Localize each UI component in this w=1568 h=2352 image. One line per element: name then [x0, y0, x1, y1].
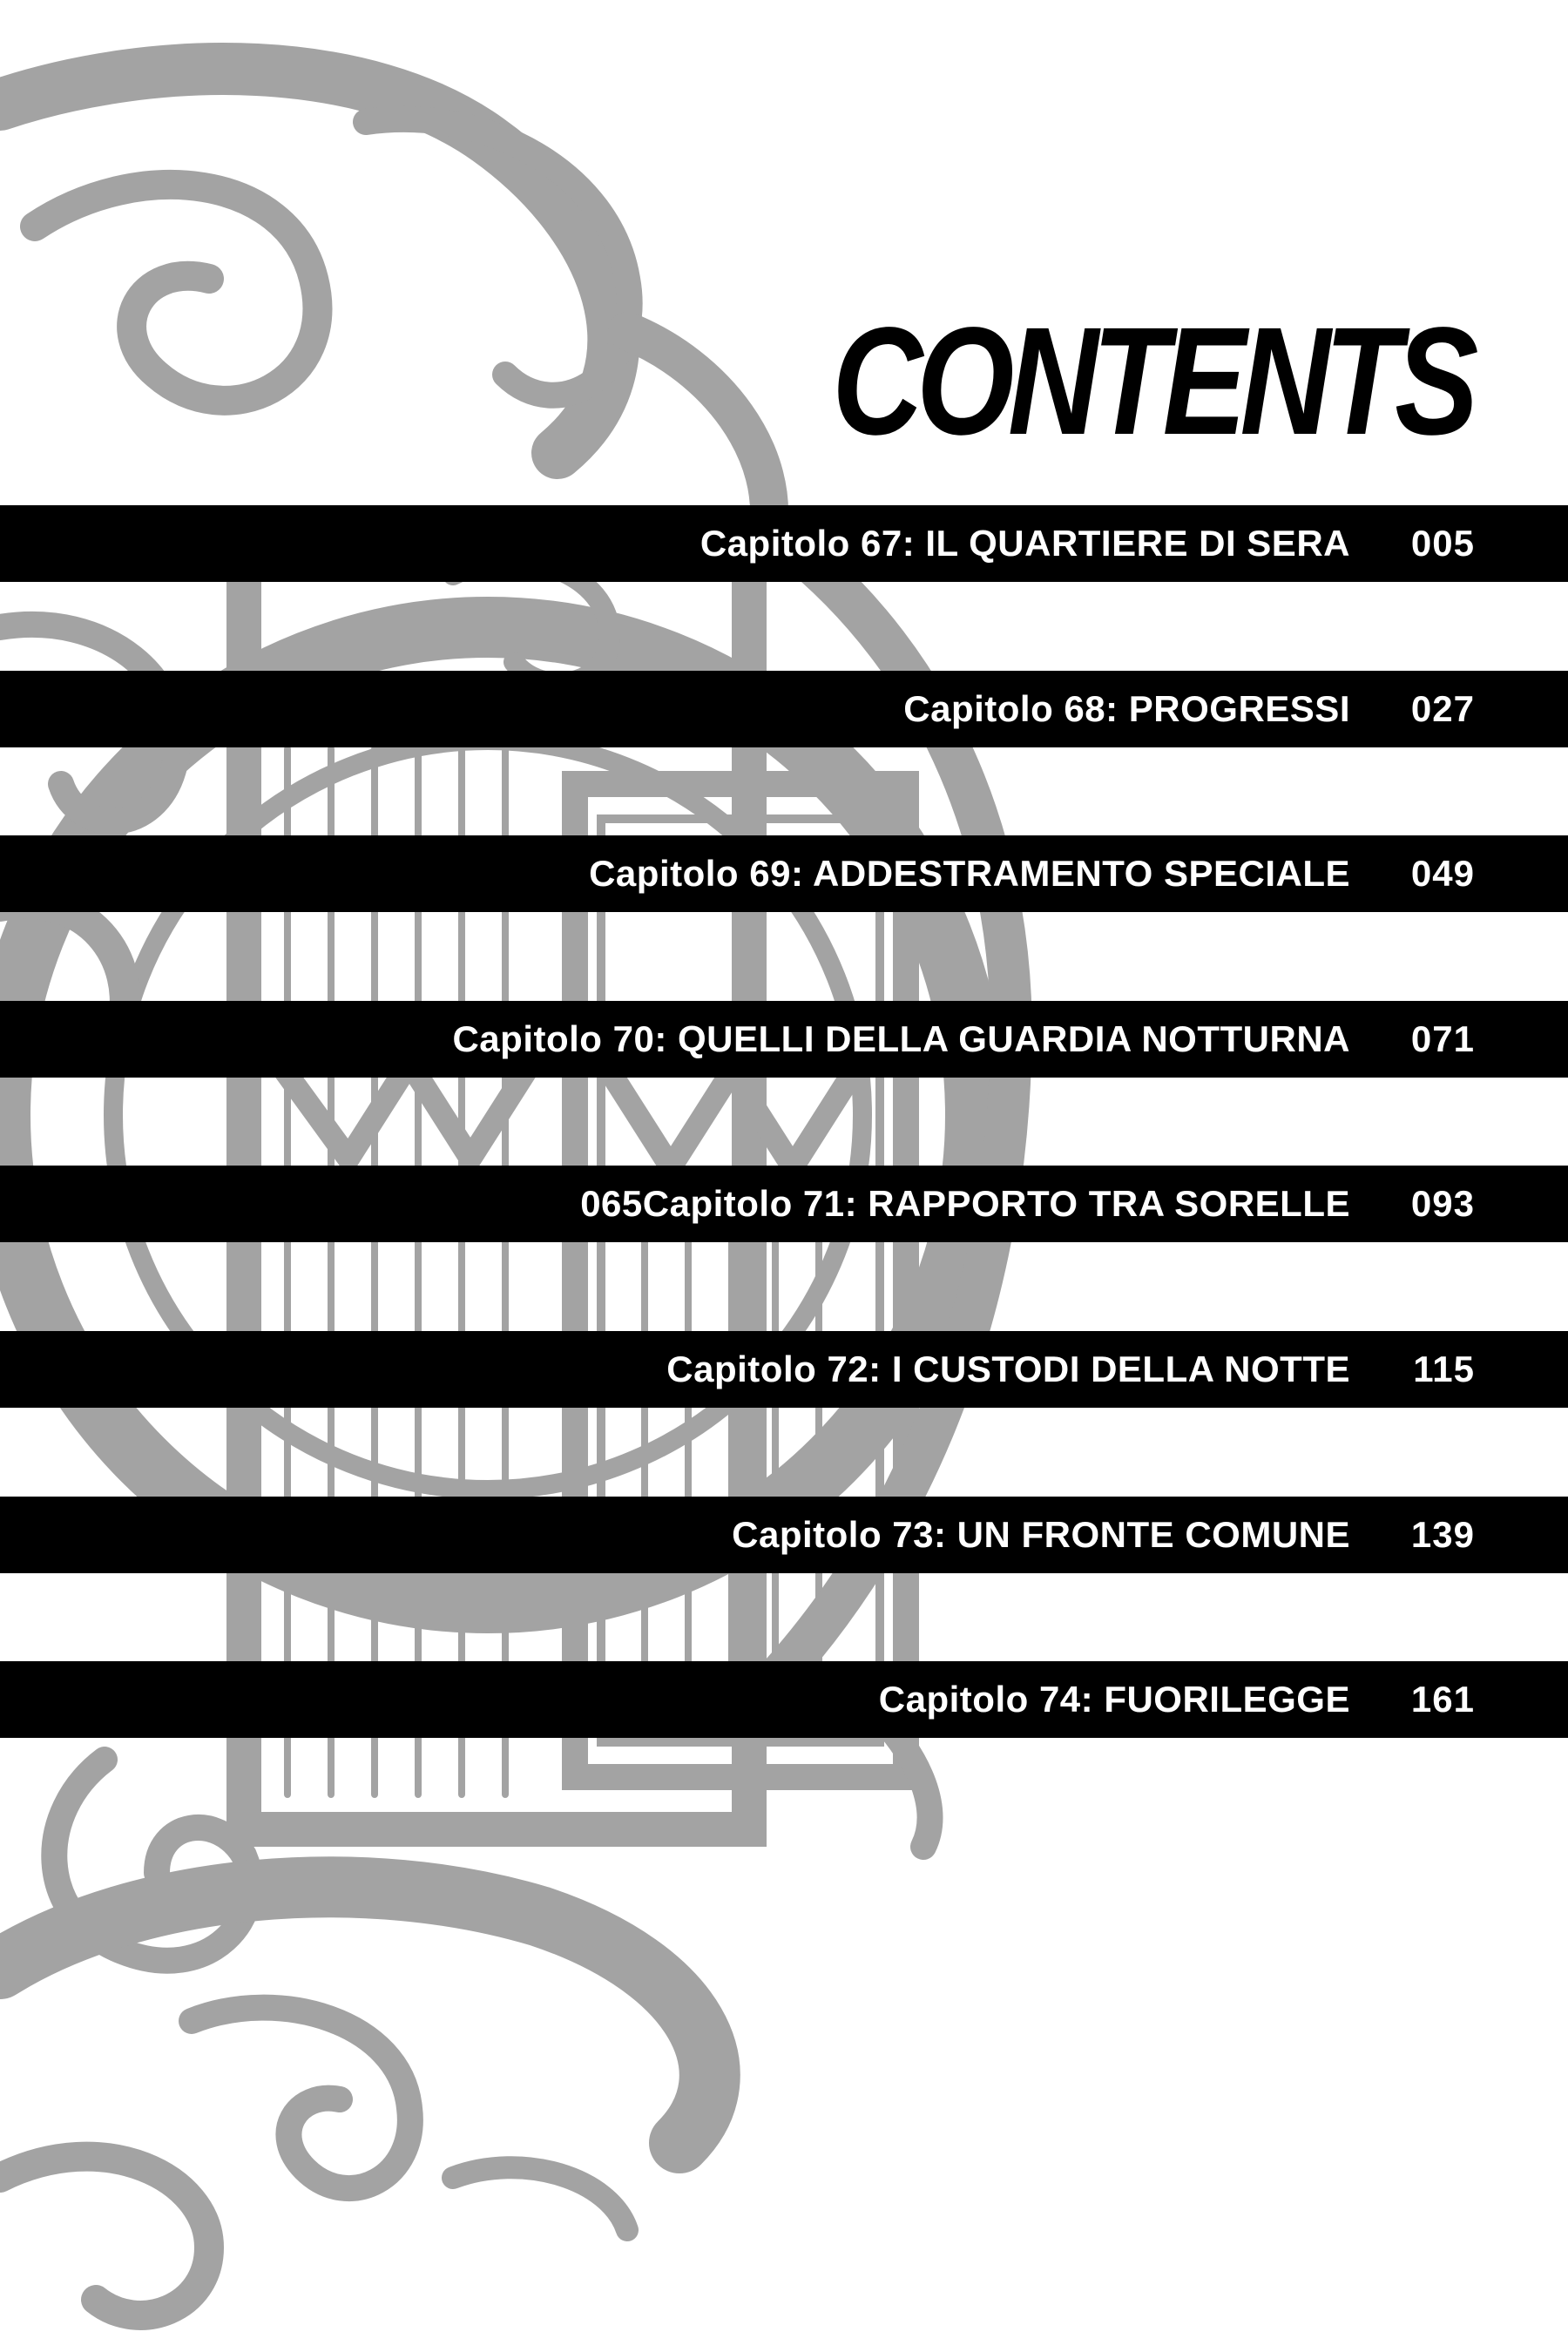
toc-entry-chapter-68[interactable]: [0, 671, 1568, 747]
page-number: 049: [1410, 853, 1475, 894]
toc-entry-chapter-72[interactable]: [0, 1331, 1568, 1408]
chapter-title: Capitolo 70: QUELLI DELLA GUARDIA NOTTURNA: [452, 1018, 1350, 1059]
toc-entry-chapter-74[interactable]: [0, 1661, 1568, 1738]
chapter-title: Capitolo 74: FUORILEGGE: [878, 1679, 1350, 1720]
chapter-title: Capitolo 68: PROGRESSI: [903, 688, 1350, 729]
chapter-title: Capitolo 69: ADDESTRAMENTO SPECIALE: [589, 853, 1350, 894]
toc-entry-chapter-73[interactable]: [0, 1497, 1568, 1573]
chapter-title: Capitolo 67: IL QUARTIERE DI SERA: [700, 523, 1350, 564]
page-title: CONTENTS: [832, 296, 1472, 467]
toc-entry-chapter-71[interactable]: [0, 1166, 1568, 1242]
page-number: 139: [1410, 1514, 1475, 1555]
page-number: 005: [1410, 523, 1475, 564]
toc-entry-chapter-69[interactable]: [0, 835, 1568, 912]
toc-entry-chapter-70[interactable]: [0, 1001, 1568, 1078]
page-number: 161: [1410, 1679, 1475, 1720]
chapter-title: Capitolo 73: UN FRONTE COMUNE: [732, 1514, 1350, 1555]
chapter-title: 065Capitolo 71: RAPPORTO TRA SORELLE: [580, 1183, 1350, 1224]
toc-entry-chapter-67[interactable]: [0, 505, 1568, 582]
page-number: 071: [1410, 1018, 1475, 1059]
page-number: 093: [1410, 1183, 1475, 1224]
page-number: 115: [1413, 1348, 1475, 1389]
chapter-title: Capitolo 72: I CUSTODI DELLA NOTTE: [666, 1348, 1350, 1389]
page-number: 027: [1410, 688, 1475, 729]
